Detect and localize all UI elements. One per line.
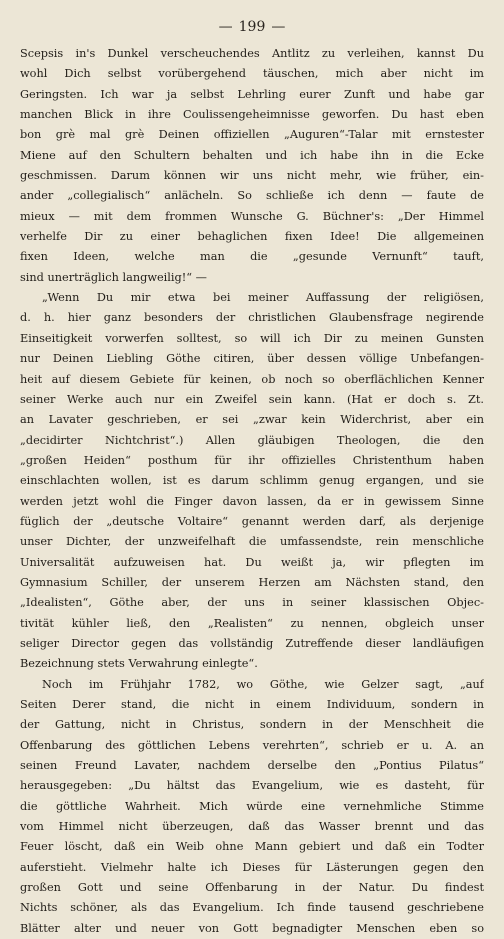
header-dash-left: —: [218, 19, 233, 35]
text-line: „großen Heiden“ posthum für ihr offizielles Christenthum haben: [20, 453, 484, 467]
text-line: seliger Director gegen das vollständig Zutreffende dieser landläufigen: [20, 636, 484, 650]
text-line: mieux — mit dem frommen Wunsche G. Büchner's: „Der Himmel: [20, 209, 484, 223]
text-line: Einseitigkeit vorwerfen solltest, so will ich Dir zu meinen Gunsten: [20, 331, 484, 345]
text-line: seiner Werke auch nur ein Zweifel sein kann. (Hat er doch s. Zt.: [20, 392, 484, 406]
text-line: Gymnasium Schiller, der unserem Herzen am Nächsten stand, den: [20, 575, 484, 589]
text-line: großen Gott und seine Offenbarung in der Natur. Du findest: [20, 881, 484, 895]
text-line: seinen Freund Lavater, nachdem derselbe den „Pontius Pilatus“: [20, 759, 484, 773]
header-dash-right: —: [271, 19, 286, 35]
text-line: bon grè mal grè Deinen offiziellen „Auguren“-Talar mit ernstester: [20, 128, 484, 142]
text-line: Feuer löscht, daß ein Weib ohne Mann gebiert und daß ein Todter: [20, 840, 484, 854]
text-line: einschlachten wollen, ist es darum schlimm genug ergangen, und sie: [20, 474, 484, 488]
page-header: [20, 18, 484, 36]
text-line: Universalität aufzuweisen hat. Du weißt ja, wir pflegten im: [20, 555, 484, 569]
text-line: Offenbarung des göttlichen Lebens verehrten“, schrieb er u. A. an: [20, 738, 484, 752]
text-line: heit auf diesem Gebiete für keinen, ob noch so oberflächlichen Kenner: [20, 372, 484, 386]
text-line: manchen Blick in ihre Coulissengeheimnisse geworfen. Du hast eben: [20, 108, 484, 122]
text-line: geschmissen. Darum können wir uns nicht mehr, wie früher, ein-: [20, 169, 484, 183]
text-line: ander „collegialisch“ anlächeln. So schließe ich denn — faute de: [20, 189, 484, 203]
text-line: Blätter alter und neuer von Gott begnadigter Menschen eben so: [20, 921, 484, 935]
text-line: d. h. hier ganz besonders der christlichen Glaubensfrage negirende: [20, 311, 484, 325]
text-line: wohl Dich selbst vorübergehend täuschen, mich aber nicht im: [20, 67, 484, 81]
text-line: Miene auf den Schultern behalten und ich habe ihn in die Ecke: [20, 148, 484, 162]
text-line: werden jetzt wohl die Finger davon lassen, da er in gewissem Sinne: [20, 494, 484, 508]
text-line: Bezeichnung stets Verwahrung einlegte“.: [20, 657, 258, 671]
text-line: „Wenn Du mir etwa bei meiner Auffassung der religiösen,: [42, 291, 484, 305]
text-line: „Idealisten“, Göthe aber, der uns in seiner klassischen Objec-: [20, 596, 484, 610]
text-line: auferstieht. Vielmehr halte ich Dieses für Lästerungen gegen den: [20, 860, 484, 874]
text-line: Scepsis in's Dunkel verscheuchendes Antlitz zu verleihen, kannst Du: [20, 47, 484, 60]
text-line: die göttliche Wahrheit. Mich würde eine vernehmliche Stimme: [20, 799, 484, 813]
text-line: sind unerträglich langweilig!“ —: [20, 270, 207, 284]
text-line: unser Dichter, der unzweifelhaft die umfassendste, rein menschliche: [20, 535, 484, 549]
text-line: Seiten Derer stand, die nicht in einem Individuum, sondern in: [20, 698, 484, 711]
text-line: nur Deinen Liebling Göthe citiren, über dessen völlige Unbefangen-: [20, 352, 484, 366]
text-line: der Gattung, nicht in Christus, sondern in der Menschheit die: [20, 718, 484, 732]
text-line: an Lavater geschrieben, er sei „zwar kein Widerchrist, aber ein: [20, 413, 484, 427]
text-line: verhelfe Dir zu einer behaglichen fixen Idee! Die allgemeinen: [20, 230, 484, 244]
text-line: fixen Ideen, welche man die „gesunde Vernunft“ tauft,: [20, 250, 484, 264]
text-line: vom Himmel nicht überzeugen, daß das Wasser brennt und das: [20, 820, 484, 834]
text-line: herausgegeben: „Du hältst das Evangelium, wie es dasteht, für: [20, 779, 484, 793]
text-line: Nichts schöner, als das Evangelium. Ich finde tausend geschriebene: [20, 901, 484, 915]
page-number: 199: [238, 19, 266, 35]
text-line: tivität kühler ließ, den „Realisten“ zu nennen, obgleich unser: [20, 616, 484, 630]
text-line: Noch im Frühjahr 1782, wo Göthe, wie Gelzer sagt, „auf: [42, 677, 484, 691]
body-text: [20, 44, 484, 939]
text-line: füglich der „deutsche Voltaire“ genannt werden darf, als derjenige: [20, 514, 484, 528]
text-line: „decidirter Nichtchrist“.) Allen gläubigen Theologen, die den: [20, 433, 484, 447]
text-line: Geringsten. Ich war ja selbst Lehrling eurer Zunft und habe gar: [20, 87, 484, 101]
